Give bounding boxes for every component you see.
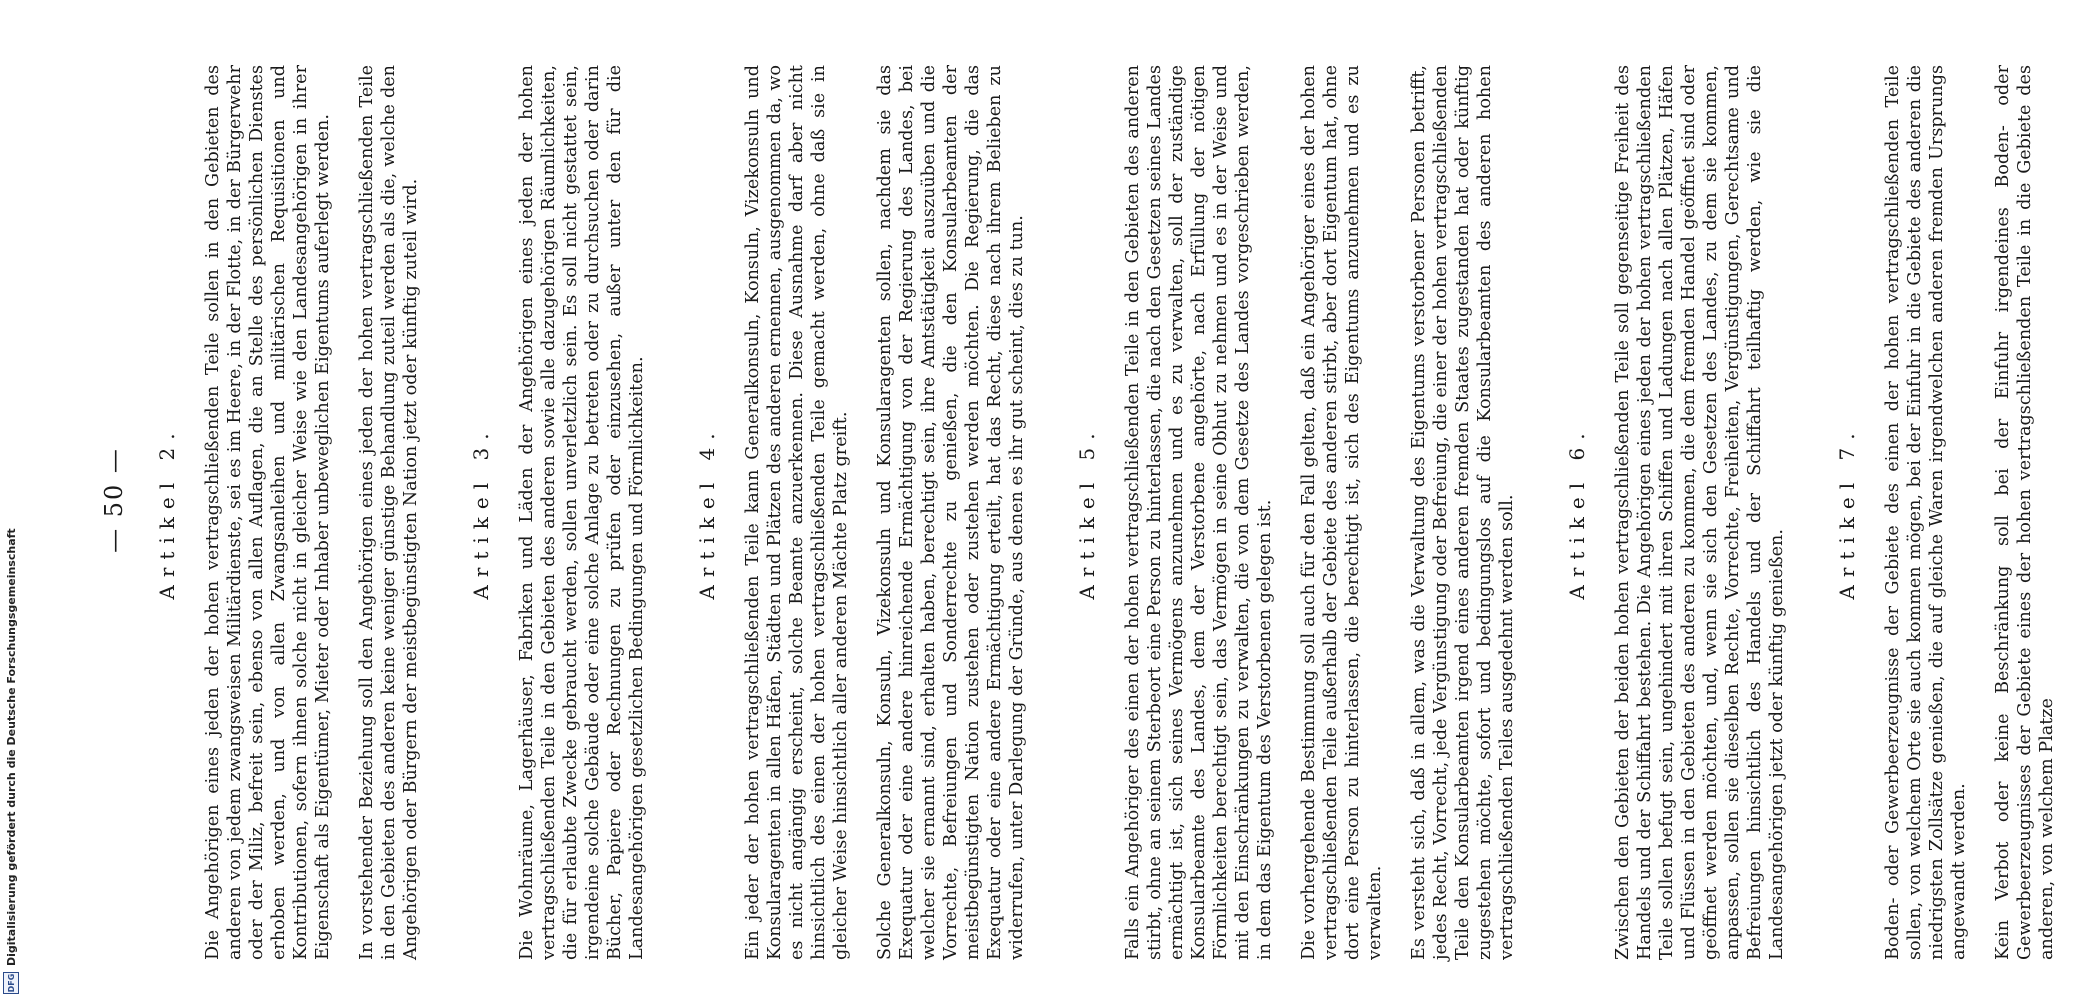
page-number: — 50 — xyxy=(100,447,128,553)
article-4-paragraph-1: Ein jeder der hohen vertragschließenden Teile kann Generalkonsuln, Konsuln, Vizekonsuln und Konsularagenten in allen Häfen, Städten und Plätzen des anderen ernennen, ausgenommen da, wo es nicht angängig erscheint, solche Beamte anzuerkennen. Diese Ausnahme darf aber nicht hinsichtlich des einen der hohen vertragschließenden Teile gemacht werden, ohne daß sie in gleicher Weise hinsichtlich aller anderen Mächte Platz greift. xyxy=(743,65,851,960)
article-6-heading: Artikel 6. xyxy=(1565,425,1589,600)
article-6-paragraph-1: Zwischen den Gebieten der beiden hohen vertragschließenden Teile soll gegenseitige Freiheit des Handels und der Schiffahrt bestehen. Die Angehörigen eines jeden der hohen vertragschließenden Teile sollen befugt sein, ungehindert mit ihren Schiffen und Ladungen nach allen Plätzen, Häfen und Flüssen in den Gebieten des anderen zu kommen, die dem fremden Handel geöffnet sind oder geöffnet werden möchten, und, wenn sie sich den Gesetzen des Landes, zu dem sie kommen, anpassen, sollen sie dieselben Rechte, Vorrechte, Freiheiten, Vergünstigungen, Gerechtsame und Befreiungen hinsichtlich des Handels und der Schiffahrt teilhaftig werden, wie sie die Landesangehörigen jetzt oder künftig genießen. xyxy=(1613,65,1787,960)
article-7-heading: Artikel 7. xyxy=(1835,425,1859,600)
article-4-paragraph-2: Solche Generalkonsuln, Konsuln, Vizekonsuln und Konsularagenten sollen, nachdem sie das Exequatur oder eine andere hinreichende Ermächtigung von der Regierung des Landes, bei welcher sie ernannt sind, erhalten haben, berechtigt sein, ihre Amtstätigkeit auszuüben und die Vorrechte, Befreiungen und Sonderrechte zu genießen, die den Konsularbeamten der meistbegünstigten Nation zustehen oder zustehen werden möchten. Die Regierung, die das Exequatur oder eine andere Ermächtigung erteilt, hat das Recht, diese nach ihrem Belieben zu widerrufen, unter Darlegung der Gründe, aus denen es ihr gut scheint, dies zu tun. xyxy=(875,65,1027,960)
article-5-paragraph-2: Die vorhergehende Bestimmung soll auch für den Fall gelten, daß ein Angehöriger eines der hohen vertragschließenden Teile außerhalb der Gebiete des anderen stirbt, aber dort Eigentum hat, ohne dort eine Person zu hinterlassen, die berechtigt ist, sich des Eigentums anzunehmen und es zu verwalten. xyxy=(1299,65,1385,960)
article-2-paragraph-2: In vorstehender Beziehung soll den Angehörigen eines jeden der hohen vertragschließenden Teile in den Gebieten des anderen keine weniger günstige Behandlung zuteil werden als die, welche den Angehörigen oder Bürgern der meistbegünstigten Nation jetzt oder künftig zuteil wird. xyxy=(357,65,421,960)
article-3-heading: Artikel 3. xyxy=(469,425,493,600)
digitization-footer xyxy=(0,0,22,1000)
article-2-heading: Artikel 2. xyxy=(155,425,179,600)
article-3-paragraph-1: Die Wohnräume, Lagerhäuser, Fabriken und Läden der Angehörigen eines jeden der hohen vertragschließenden Teile in den Gebieten des anderen sowie alle dazugehörigen Räumlichkeiten, die für erlaubte Zwecke gebraucht werden, sollen unverletzlich sein. Es soll nicht gestattet sein, irgendeine solche Gebäude oder eine solche Anlage zu betreten oder zu durchsuchen oder darin Bücher, Papiere oder Rechnungen zu prüfen oder einzusehen, außer unter den für die Landesangehörigen gesetzlichen Bedingungen und Förmlichkeiten. xyxy=(517,65,647,960)
digitization-credit: Digitalisierung gefördert durch die Deutsche Forschungsgemeinschaft xyxy=(4,528,18,966)
article-5-paragraph-3: Es versteht sich, daß in allem, was die Verwaltung des Eigentums verstorbener Personen betrifft, jedes Recht, Vorrecht, jede Vergünstigung oder Befreiung, die einer der hohen vertragschließenden Teile den Konsularbeamten irgend eines anderen fremden Staates zugestanden hat oder künftig zugestehen möchte, sofort und bedingungslos auf die Konsularbeamten des anderen hohen vertragschließenden Teiles ausgedehnt werden soll. xyxy=(1409,65,1517,960)
article-4-heading: Artikel 4. xyxy=(695,425,719,600)
page-body xyxy=(130,65,2080,960)
article-2-paragraph-1: Die Angehörigen eines jeden der hohen vertragschließenden Teile sollen in den Gebieten des anderen von jedem zwangsweisen Militärdienste, sei es im Heere, in der Flotte, in der Bürgerwehr oder der Miliz, befreit sein, ebenso von allen Auflagen, die an Stelle des persönlichen Dienstes erhoben werden, und von allen Zwangsanleihen und militärischen Requisitionen und Kontributionen, sofern ihnen solche nicht in gleicher Weise wie den Landesangehörigen in ihrer Eigenschaft als Eigentümer, Mieter oder Inhaber unbeweglichen Eigentums auferlegt werden. xyxy=(203,65,333,960)
article-7-paragraph-1: Boden- oder Gewerbeerzeugnisse der Gebiete des einen der hohen vertragschließenden Teile sollen, von welchem Orte sie auch kommen mögen, bei der Einfuhr in die Gebiete des anderen die niedrigsten Zollsätze genießen, die auf gleiche Waren irgendwelchen anderen fremden Ursprungs angewandt werden. xyxy=(1883,65,1969,960)
article-5-heading: Artikel 5. xyxy=(1075,425,1099,600)
article-5-paragraph-1: Falls ein Angehöriger des einen der hohen vertragschließenden Teile in den Gebieten des anderen stirbt, ohne an seinem Sterbeort eine Person zu hinterlassen, die nach den Gesetzen seines Landes ermächtigt ist, sich seines Vermögens anzunehmen und es zu verwalten, soll der zuständige Konsularbeamte des Landes, dem der Verstorbene angehörte, nach Erfüllung der nötigen Förmlichkeiten berechtigt sein, das Vermögen in seine Obhut zu nehmen und es in der Weise und mit den Einschränkungen zu verwalten, die von dem Gesetze des Landes vorgeschrieben werden, in dem das Eigentum des Verstorbenen gelegen ist. xyxy=(1123,65,1275,960)
dfg-logo: DFG xyxy=(3,972,19,994)
article-7-paragraph-2: Kein Verbot oder keine Beschränkung soll bei der Einfuhr irgendeines Boden- oder Gewerbeerzeugnisses der Gebiete eines der hohen vertragschließenden Teile in die Gebiete des anderen, von welchem Platze xyxy=(1993,65,2057,960)
